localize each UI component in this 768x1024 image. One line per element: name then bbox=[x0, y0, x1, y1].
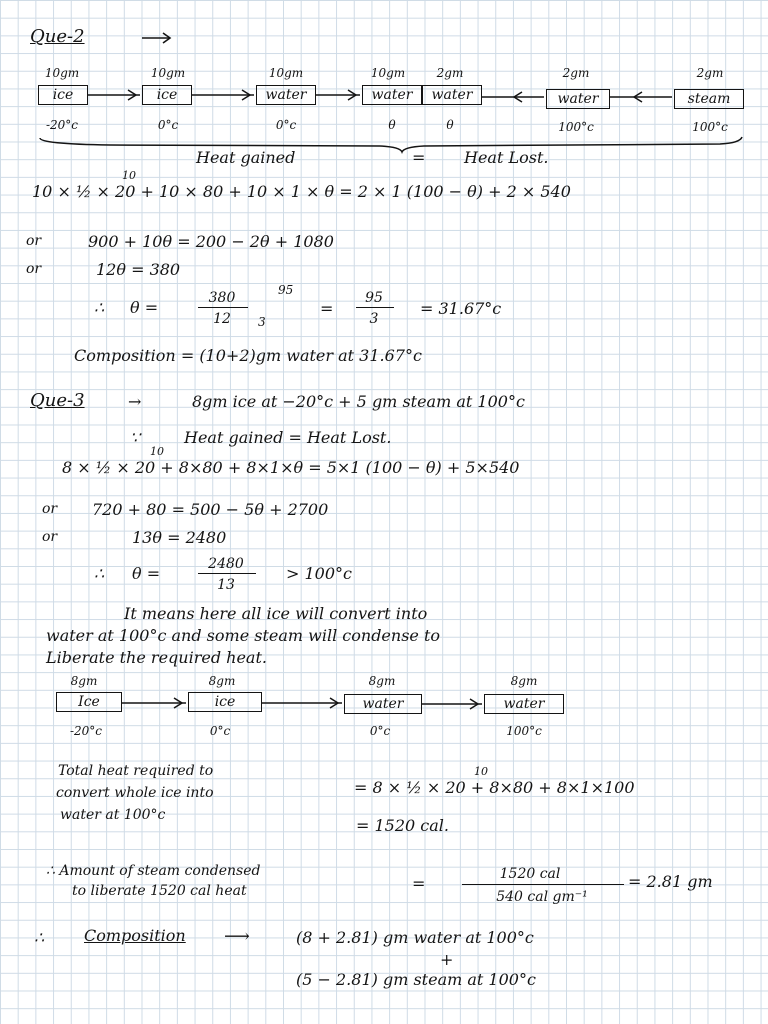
q3-arrow-icon: → bbox=[128, 392, 142, 411]
q2-mass-3: 10gm bbox=[268, 66, 304, 80]
q2-frac1-note-num: 95 bbox=[278, 283, 294, 297]
q3-box-water-3: water bbox=[344, 694, 422, 714]
q2-frac1-den: 12 bbox=[213, 311, 231, 327]
q2-mass-6: 2gm bbox=[562, 66, 590, 80]
q2-theta-result: = 31.67°c bbox=[420, 299, 502, 318]
q3-comp-plus: + bbox=[440, 950, 454, 969]
q2-temp-4: θ bbox=[388, 118, 396, 132]
q3-comp-line-1: (8 + 2.81) gm water at 100°c bbox=[296, 928, 534, 947]
q3-comp-therefore: ∴ bbox=[34, 928, 45, 947]
q3-temp-2: 0°c bbox=[209, 724, 231, 738]
q3-frac-den: 13 bbox=[217, 577, 235, 593]
q3-temp-1: -20°c bbox=[69, 724, 103, 738]
q2-heat-gained: Heat gained bbox=[196, 148, 296, 167]
q3-therefore: ∴ bbox=[94, 564, 105, 583]
q3-comp-label: Composition bbox=[84, 926, 186, 945]
q3-steam-den: 540 cal gm⁻¹ bbox=[496, 889, 588, 905]
q2-box-ice-2: ice bbox=[142, 85, 192, 105]
q3-because: ∵ bbox=[130, 428, 141, 447]
q2-box-steam-7: steam bbox=[674, 89, 744, 109]
q2-theta-lhs: θ = bbox=[130, 298, 159, 317]
q2-mass-5: 2gm bbox=[436, 66, 464, 80]
q3-title: Que-3 bbox=[30, 390, 85, 411]
q2-mass-2: 10gm bbox=[150, 66, 186, 80]
q3-frac-num: 2480 bbox=[208, 556, 244, 572]
q3-para-line-3: Liberate the required heat. bbox=[46, 648, 267, 667]
q3-or-1: or bbox=[42, 501, 58, 517]
q2-mass-4: 10gm bbox=[370, 66, 406, 80]
q3-steam-eq: = bbox=[412, 874, 426, 893]
q3-theta-cmp: > 100°c bbox=[286, 564, 352, 583]
q3-eq1-note: 10 bbox=[150, 445, 164, 458]
q3-steam-num: 1520 cal bbox=[499, 866, 561, 882]
q3-para-line-1: It means here all ice will convert into bbox=[124, 604, 428, 623]
q3-or-1-expr: 720 + 80 = 500 − 5θ + 2700 bbox=[92, 500, 329, 519]
q2-box-water-5: water bbox=[422, 85, 482, 105]
q3-mass-2: 8gm bbox=[208, 674, 236, 688]
q2-box-ice-1: ice bbox=[38, 85, 88, 105]
q2-equals: = bbox=[412, 148, 426, 167]
q3-total-note: 10 bbox=[474, 765, 488, 778]
q3-or-2-expr: 13θ = 2480 bbox=[132, 528, 227, 547]
q3-problem: 8gm ice at −20°c + 5 gm steam at 100°c bbox=[192, 392, 525, 411]
q3-steam-result: = 2.81 gm bbox=[628, 872, 713, 891]
q2-temp-1: -20°c bbox=[45, 118, 79, 132]
q3-theta-lhs: θ = bbox=[132, 564, 161, 583]
q3-total-label-2: convert whole ice into bbox=[56, 785, 214, 801]
q3-steam-label-1: ∴ Amount of steam condensed bbox=[46, 863, 261, 879]
q3-steam-bar bbox=[462, 884, 624, 885]
q2-temp-7: 100°c bbox=[692, 120, 728, 134]
q2-frac2-den: 3 bbox=[369, 311, 379, 327]
q3-temp-3: 0°c bbox=[369, 724, 391, 738]
q2-frac2-num: 95 bbox=[365, 290, 383, 306]
q3-mass-1: 8gm bbox=[70, 674, 98, 688]
q2-or-1: or bbox=[26, 233, 42, 249]
q3-para-line-2: water at 100°c and some steam will condense to bbox=[46, 626, 441, 645]
q2-mass-1: 10gm bbox=[44, 66, 80, 80]
q2-box-water-6: water bbox=[546, 89, 610, 109]
q3-box-ice-1: Ice bbox=[56, 692, 122, 712]
q3-comp-arrow-icon: ⟶ bbox=[224, 926, 250, 947]
q2-or-1-expr: 900 + 10θ = 200 − 2θ + 1080 bbox=[88, 232, 334, 251]
q2-temp-3: 0°c bbox=[275, 118, 297, 132]
q3-comp-line-2: (5 − 2.81) gm steam at 100°c bbox=[296, 970, 536, 989]
q3-total-expr: = 8 × ½ × 20 + 8×80 + 8×1×100 bbox=[354, 778, 635, 797]
q3-box-ice-2: ice bbox=[188, 692, 262, 712]
q2-or-2: or bbox=[26, 261, 42, 277]
q2-or-2-expr: 12θ = 380 bbox=[96, 260, 181, 279]
q2-frac1-note-den: 3 bbox=[258, 315, 266, 329]
q2-box-water-4: water bbox=[362, 85, 422, 105]
q3-temp-4: 100°c bbox=[506, 724, 542, 738]
q2-frac1-num: 380 bbox=[208, 290, 236, 306]
q3-total-label-3: water at 100°c bbox=[60, 807, 166, 823]
q3-equation-1: 8 × ½ × 20 + 8×80 + 8×1×θ = 5×1 (100 − θ) + 5×540 bbox=[62, 458, 520, 477]
q3-box-water-4: water bbox=[484, 694, 564, 714]
q2-box-water-3: water bbox=[256, 85, 316, 105]
q2-eq1-note: 10 bbox=[122, 169, 136, 182]
q2-mass-7: 2gm bbox=[696, 66, 724, 80]
q2-heat-lost: Heat Lost. bbox=[464, 148, 549, 167]
q2-temp-6: 100°c bbox=[558, 120, 594, 134]
q3-mass-3: 8gm bbox=[368, 674, 396, 688]
q3-total-result: = 1520 cal. bbox=[356, 816, 449, 835]
q2-equation-1: 10 × ½ × 20 + 10 × 80 + 10 × 1 × θ = 2 × 1 (100 − θ) + 2 × 540 bbox=[32, 182, 571, 201]
q2-therefore: ∴ bbox=[94, 298, 105, 317]
q2-temp-5: θ bbox=[446, 118, 454, 132]
q2-temp-2: 0°c bbox=[157, 118, 179, 132]
q3-heat-line: Heat gained = Heat Lost. bbox=[184, 428, 392, 447]
q3-total-label-1: Total heat required to bbox=[58, 763, 214, 779]
q3-steam-label-2: to liberate 1520 cal heat bbox=[72, 883, 247, 899]
q3-or-2: or bbox=[42, 529, 58, 545]
q2-title: Que-2 bbox=[30, 26, 85, 47]
q2-composition: Composition = (10+2)gm water at 31.67°c bbox=[74, 346, 422, 365]
q2-eq-sign: = bbox=[320, 299, 334, 318]
q3-mass-4: 8gm bbox=[510, 674, 538, 688]
